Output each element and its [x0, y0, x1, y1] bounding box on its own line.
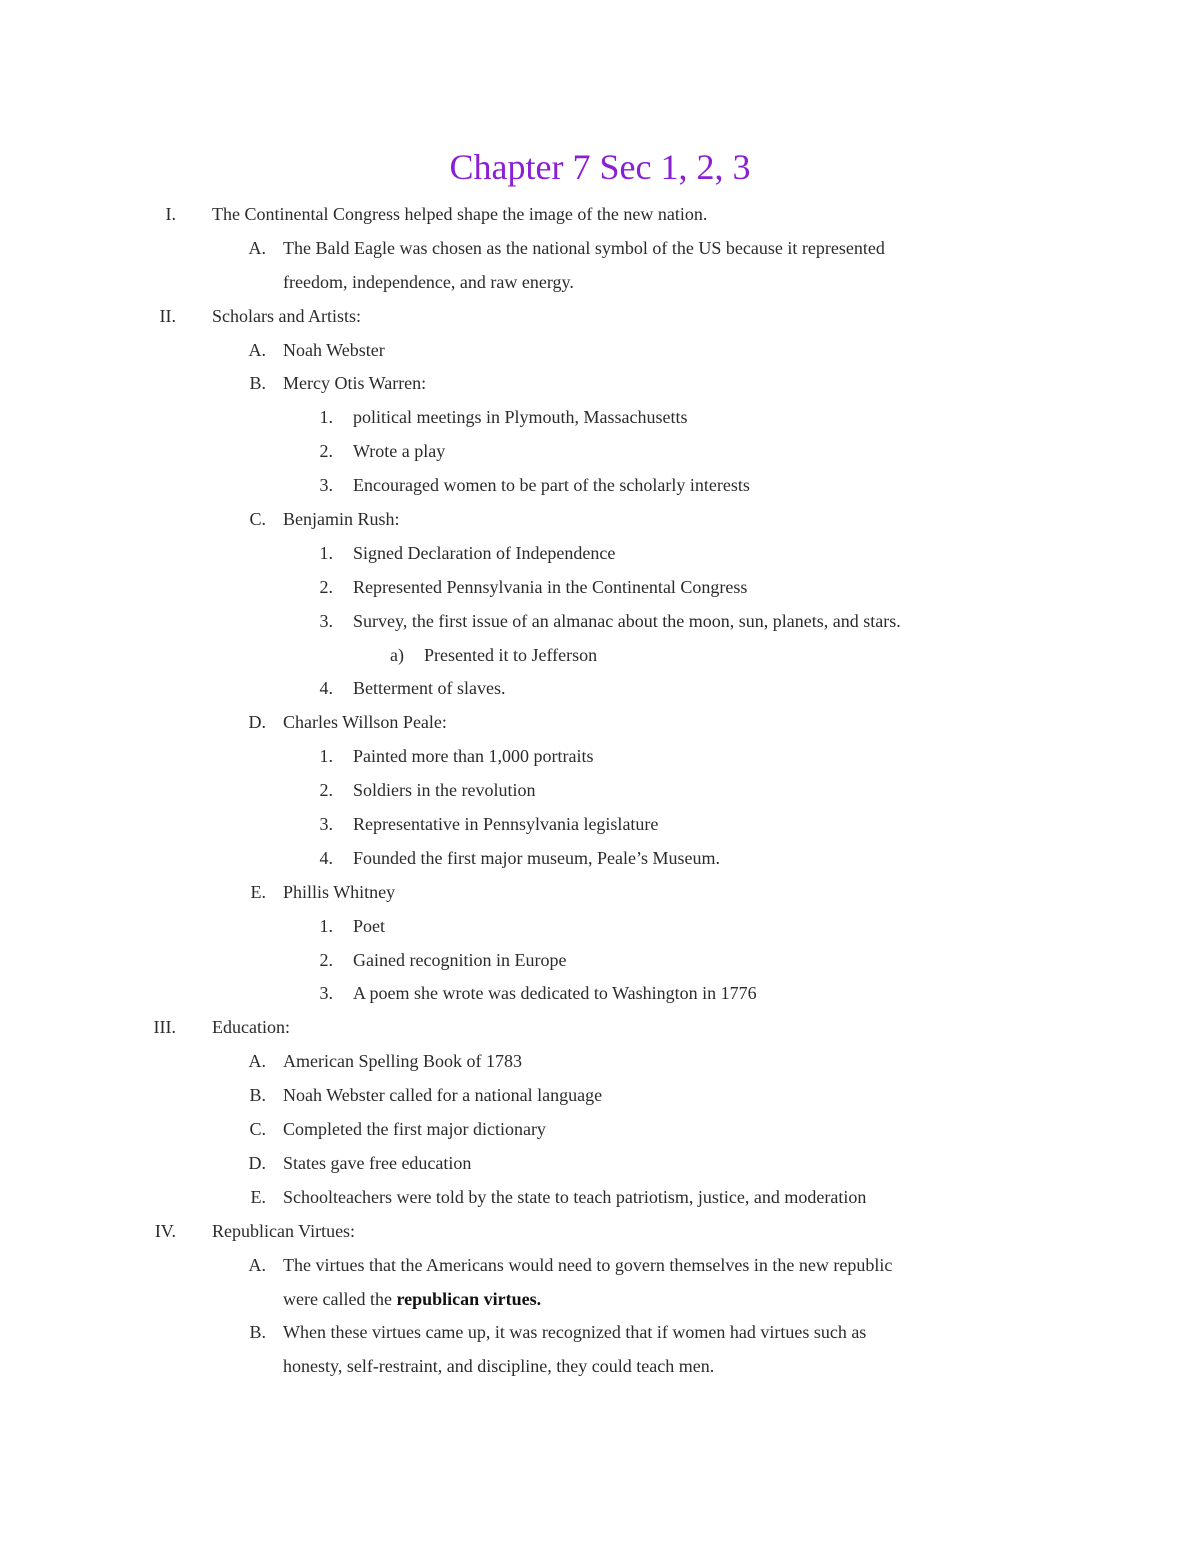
outline-marker: D.: [248, 712, 266, 733]
outline-item: [0, 876, 1200, 910]
outline-text: [212, 1011, 290, 1045]
outline-item: [0, 334, 1200, 368]
outline-text-plain: Gained recognition in Europe: [353, 949, 567, 970]
outline-marker: 1.: [319, 746, 333, 767]
outline-marker: 1.: [319, 915, 333, 936]
outline-text-plain: were called the: [283, 1288, 397, 1309]
outline-item: [0, 977, 1200, 1011]
outline-text: [283, 503, 400, 537]
outline-item: [0, 1215, 1200, 1249]
outline-marker: B.: [249, 1085, 266, 1106]
outline-text-plain: Founded the first major museum, Peale’s Museum.: [353, 847, 720, 868]
outline-marker: A.: [248, 1254, 266, 1275]
outline-marker: B.: [249, 1322, 266, 1343]
outline-item: [0, 1350, 1200, 1384]
outline-marker: 3.: [319, 610, 333, 631]
outline-text-plain: The virtues that the Americans would need to govern themselves in the new republic: [283, 1254, 893, 1275]
outline-item: [0, 639, 1200, 673]
outline-text: [353, 808, 658, 842]
outline-marker: III.: [153, 1017, 176, 1038]
outline-text: [283, 1283, 541, 1317]
outline-text: [353, 469, 750, 503]
outline-item: [0, 842, 1200, 876]
outline-text-plain: Encouraged women to be part of the scholarly interests: [353, 475, 750, 496]
outline-item: [0, 605, 1200, 639]
outline-marker: IV.: [154, 1220, 176, 1241]
outline-text-plain: Painted more than 1,000 portraits: [353, 746, 594, 767]
outline-text: [353, 977, 757, 1011]
outline-marker: B.: [249, 373, 266, 394]
outline-text: [283, 1181, 866, 1215]
outline-marker: 3.: [319, 814, 333, 835]
outline-marker: 2.: [319, 576, 333, 597]
outline-text: [353, 672, 505, 706]
outline-item: [0, 367, 1200, 401]
outline-item: [0, 1249, 1200, 1283]
outline-text-plain: honesty, self-restraint, and discipline, they could teach men.: [283, 1356, 715, 1377]
outline-text-plain: Survey, the first issue of an almanac about the moon, sun, planets, and stars.: [353, 610, 901, 631]
outline-item: [0, 706, 1200, 740]
outline-text: [353, 537, 615, 571]
outline-text-plain: Completed the first major dictionary: [283, 1119, 546, 1140]
outline-text-plain: Charles Willson Peale:: [283, 712, 447, 733]
outline-text: [353, 435, 445, 469]
outline-marker: A.: [248, 339, 266, 360]
outline-text-plain: Signed Declaration of Independence: [353, 542, 616, 563]
outline-item: [0, 571, 1200, 605]
outline-text: [283, 1113, 546, 1147]
outline-marker: 1.: [319, 542, 333, 563]
outline-text: [283, 334, 385, 368]
outline-item: [0, 808, 1200, 842]
outline-marker: E.: [250, 881, 266, 902]
outline-text-plain: Presented it to Jefferson: [424, 644, 598, 665]
outline-text: [353, 571, 747, 605]
outline-text: [283, 706, 447, 740]
outline-marker: 2.: [319, 949, 333, 970]
outline-item: [0, 944, 1200, 978]
outline-item: [0, 1045, 1200, 1079]
outline-item: [0, 1283, 1200, 1317]
outline-text-plain: Betterment of slaves.: [353, 678, 506, 699]
outline-item: [0, 435, 1200, 469]
outline-item: [0, 740, 1200, 774]
outline-text: [283, 1249, 892, 1283]
page-title: Chapter 7 Sec 1, 2, 3: [449, 147, 751, 187]
outline-marker: 2.: [319, 780, 333, 801]
outline-item: [0, 1147, 1200, 1181]
outline-text-plain: A poem she wrote was dedicated to Washington in 1776: [353, 983, 757, 1004]
outline-item: [0, 232, 1200, 266]
outline-text-plain: political meetings in Plymouth, Massachusetts: [353, 407, 688, 428]
outline-text: [353, 740, 593, 774]
outline-text: [353, 910, 385, 944]
outline-text-plain: Mercy Otis Warren:: [283, 373, 427, 394]
outline-text: [283, 1147, 471, 1181]
outline-text-plain: Benjamin Rush:: [283, 509, 400, 530]
outline-item: [0, 300, 1200, 334]
outline-text-plain: Republican Virtues:: [212, 1220, 356, 1241]
outline-text: [424, 639, 597, 673]
outline-text-plain: Noah Webster called for a national language: [283, 1085, 603, 1106]
outline-marker: 4.: [319, 847, 333, 868]
outline-text: [283, 1350, 714, 1384]
outline-marker: D.: [248, 1152, 266, 1173]
outline-text: [212, 1215, 355, 1249]
outline-item: [0, 1011, 1200, 1045]
outline-text-plain: Phillis Whitney: [283, 881, 396, 902]
outline-item: [0, 266, 1200, 300]
outline-text-plain: Represented Pennsylvania in the Continental Congress: [353, 576, 748, 597]
outline-marker: 4.: [319, 678, 333, 699]
outline-text: [283, 232, 885, 266]
outline-item: [0, 537, 1200, 571]
outline-item: [0, 1316, 1200, 1350]
outline-item: [0, 1181, 1200, 1215]
outline-item: [0, 774, 1200, 808]
outline-marker: 3.: [319, 475, 333, 496]
outline-item: [0, 910, 1200, 944]
outline-text-plain: Representative in Pennsylvania legislature: [353, 814, 659, 835]
outline-text: [283, 1045, 522, 1079]
outline-text-plain: Noah Webster: [283, 339, 385, 360]
outline-marker: a): [390, 644, 404, 665]
outline-text-plain: When these virtues came up, it was recognized that if women had virtues such as: [283, 1322, 867, 1343]
outline-text: [353, 401, 687, 435]
outline-item: [0, 1113, 1200, 1147]
outline: [0, 198, 1200, 1384]
outline-text: [283, 266, 574, 300]
outline-text-plain: Soldiers in the revolution: [353, 780, 536, 801]
outline-item: [0, 469, 1200, 503]
outline-item: [0, 1079, 1200, 1113]
outline-marker: II.: [159, 305, 176, 326]
outline-marker: C.: [249, 1119, 266, 1140]
outline-item: [0, 401, 1200, 435]
outline-text-plain: The Continental Congress helped shape the image of the new nation.: [212, 204, 708, 224]
outline-marker: 3.: [319, 983, 333, 1004]
outline-text: [283, 876, 395, 910]
outline-text: [353, 605, 901, 639]
outline-marker: E.: [250, 1186, 266, 1207]
outline-text: [283, 1079, 602, 1113]
outline-item: [0, 503, 1200, 537]
outline-marker: A.: [248, 237, 266, 258]
outline-text-plain: Schoolteachers were told by the state to teach patriotism, justice, and moderation: [283, 1186, 867, 1207]
outline-marker: I.: [165, 204, 176, 224]
outline-marker: C.: [249, 509, 266, 530]
outline-text-plain: Wrote a play: [353, 441, 446, 462]
outline-text: [353, 944, 566, 978]
outline-item: [0, 672, 1200, 706]
outline-text-plain: freedom, independence, and raw energy.: [283, 271, 574, 292]
outline-item: [0, 198, 1200, 232]
outline-text-plain: Education:: [212, 1017, 290, 1038]
outline-text: [353, 774, 535, 808]
outline-text-bold: republican virtues.: [396, 1288, 542, 1309]
outline-text: [212, 300, 361, 334]
outline-text: [212, 198, 707, 232]
outline-marker: 1.: [319, 407, 333, 428]
outline-text-plain: Scholars and Artists:: [212, 305, 361, 326]
outline-text: [283, 367, 426, 401]
outline-text: [353, 842, 720, 876]
outline-marker: 2.: [319, 441, 333, 462]
outline-text-plain: Poet: [353, 915, 386, 936]
outline-text: [283, 1316, 866, 1350]
outline-text-plain: The Bald Eagle was chosen as the national symbol of the US because it represented: [283, 237, 885, 258]
outline-text-plain: American Spelling Book of 1783: [283, 1051, 522, 1072]
outline-text-plain: States gave free education: [283, 1152, 472, 1173]
outline-marker: A.: [248, 1051, 266, 1072]
